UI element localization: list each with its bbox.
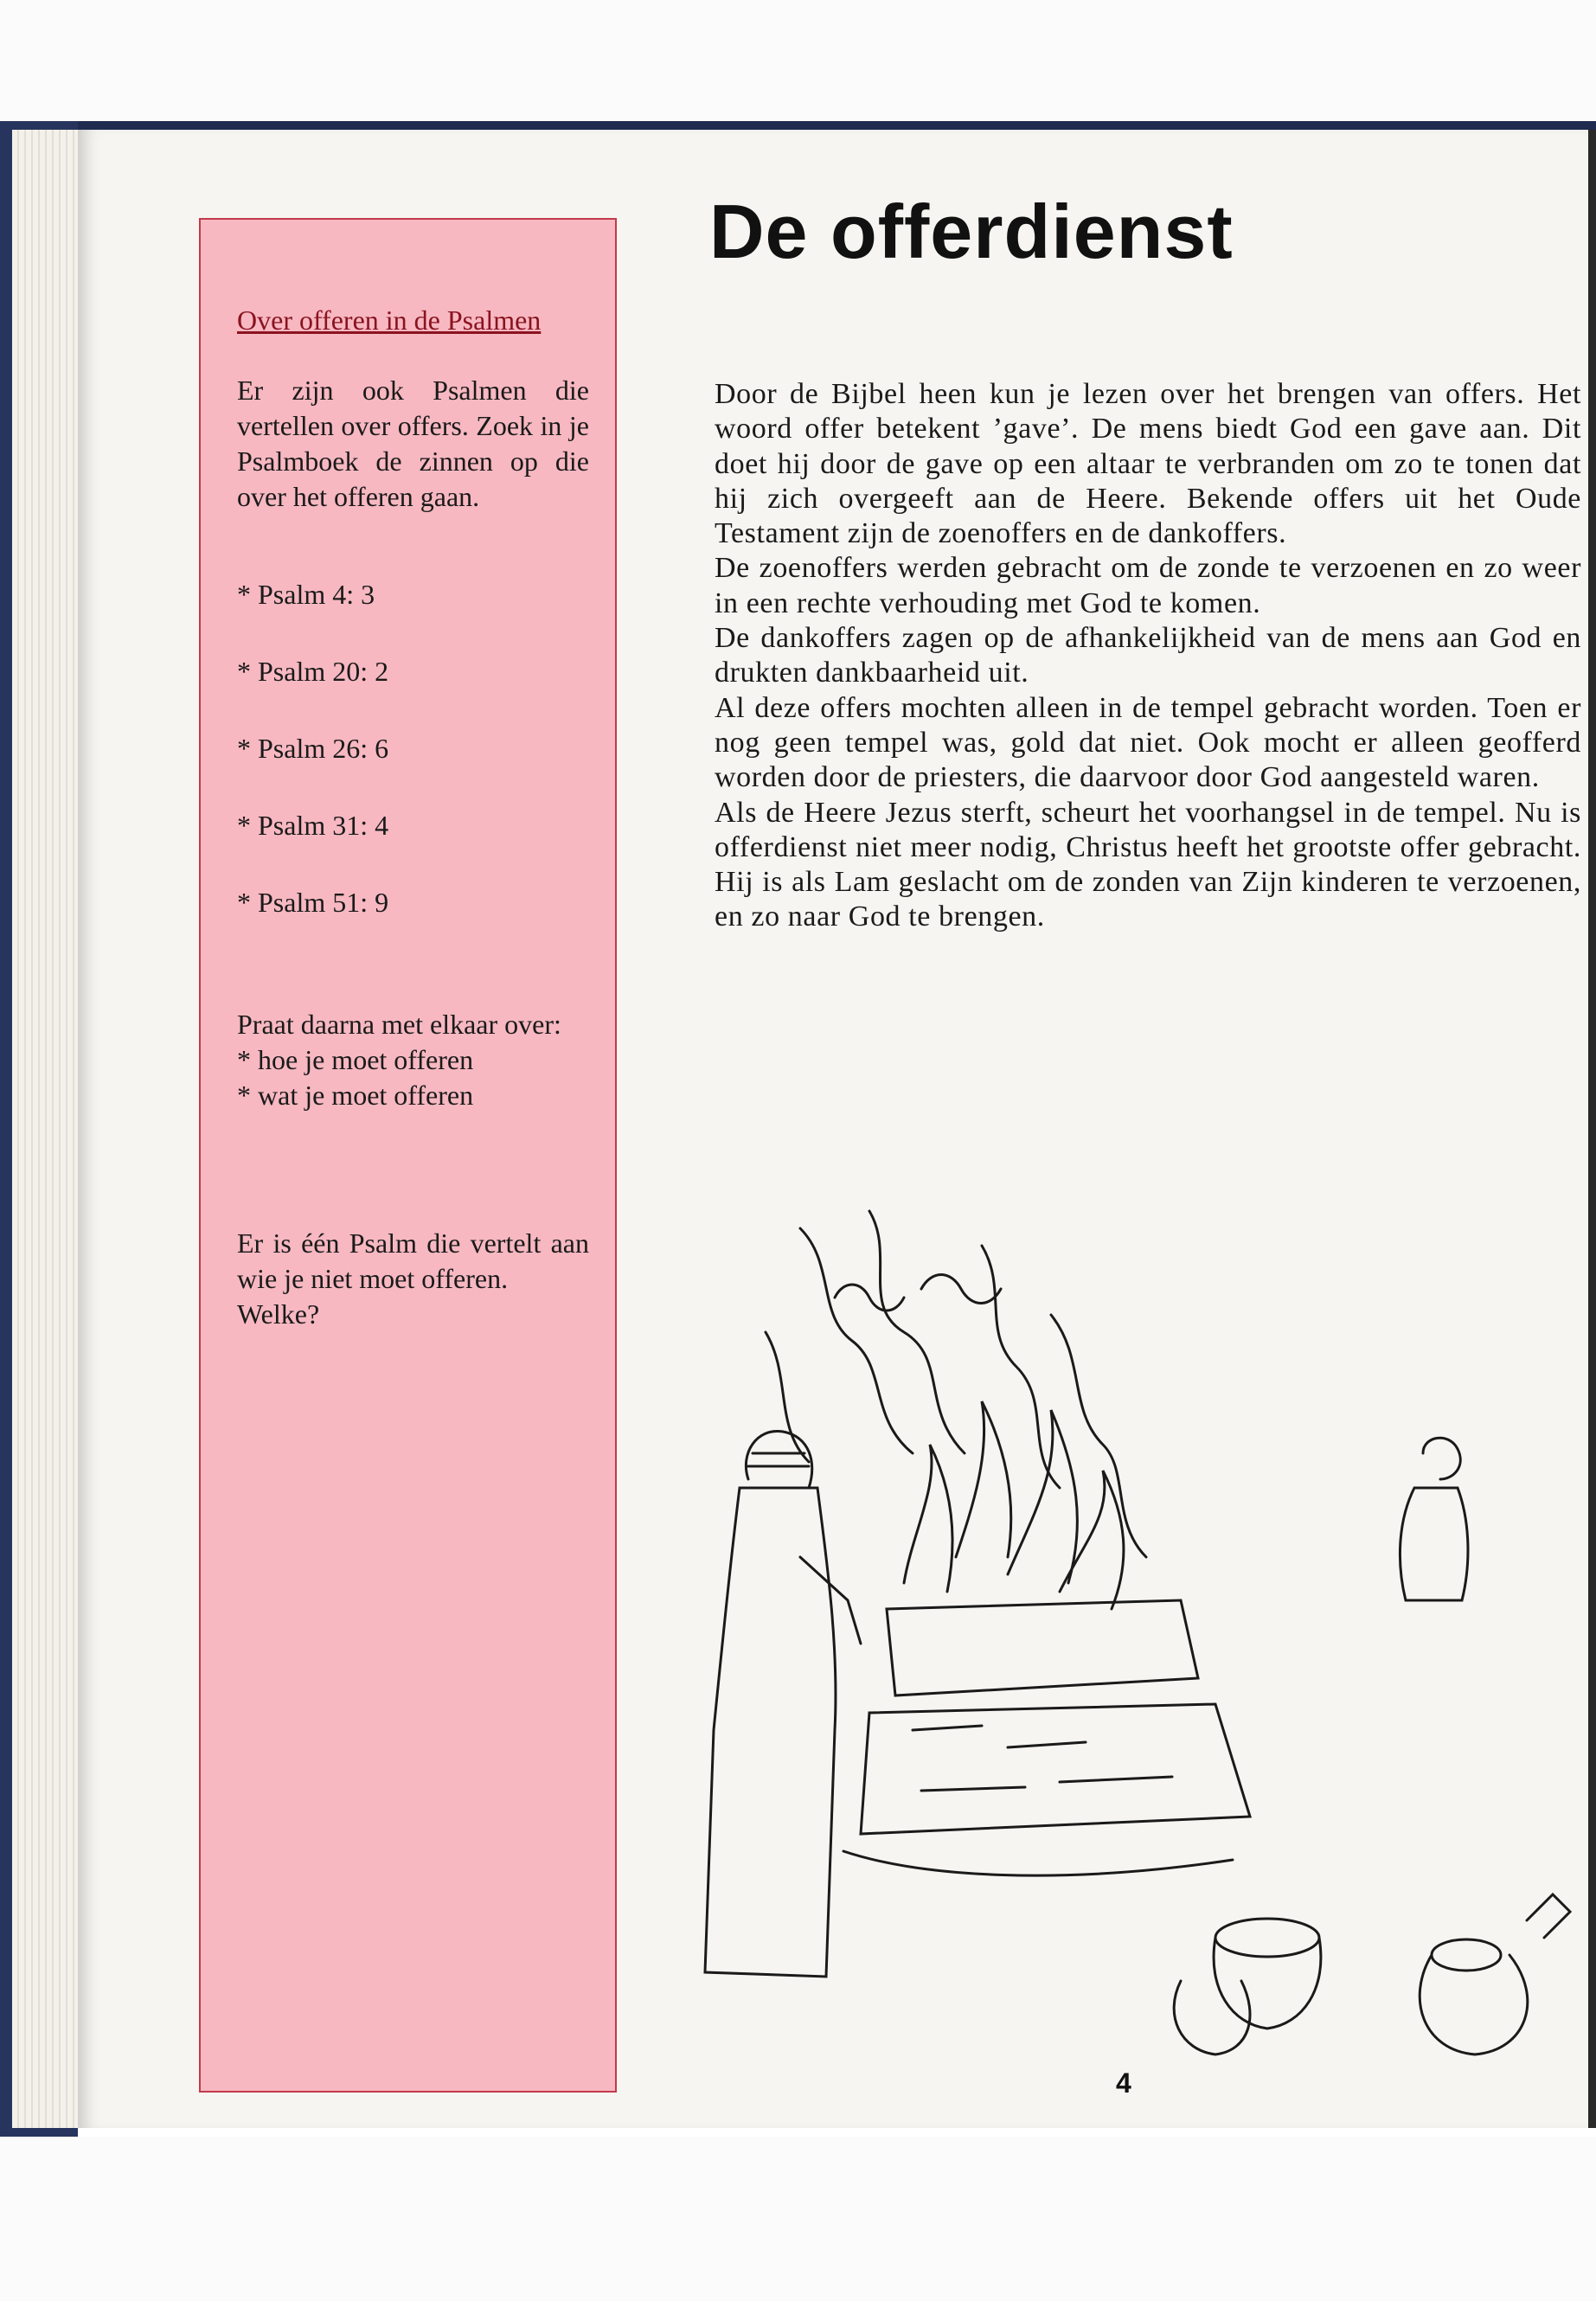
priest-figure [705,1431,861,1977]
psalm-item: * Psalm 51: 9 [237,887,389,918]
article-paragraph: Door de Bijbel heen kun je lezen over het brengen van offers. Het woord offer betekent ’gave’. De mens biedt God een gave aan. Dit doet hij door de gave op een altaar te verbranden om zo te tonen dat hij zich overgeeft aan de Heere. Bekende offers uit het Oude Testament zijn de zoenoffers en de dankoffers. [715,378,1581,550]
psalm-item: * Psalm 31: 4 [237,810,389,841]
sidebar-intro: Er zijn ook Psalmen die vertellen over offers. Zoek in je Psalmboek de zinnen op die over het offeren gaan. [237,375,589,512]
offering-illustration [696,1194,1592,2076]
discussion-block [237,1007,589,1113]
article-paragraph: De dankoffers zagen op de afhankelijkheid van de mens aan God en drukten dankbaarheid uit. [715,622,1581,689]
scan-background-top [0,0,1596,125]
question-end: Welke? [237,1298,320,1330]
sidebar-heading: Over offeren in de Psalmen [237,304,542,336]
psalm-item: * Psalm 26: 6 [237,733,389,764]
discussion-intro: Praat daarna met elkaar over: [237,1009,561,1040]
second-figure [1400,1438,1468,1600]
discussion-item: * hoe je moet offeren [237,1044,474,1075]
article-paragraph: Als de Heere Jezus sterft, scheurt het voorhangsel in de tempel. Nu is offerdienst niet meer nodig, Christus heeft het grootste offer gebracht. Hij is als Lam geslacht om de zonden van Zijn kinderen te verzoenen, en zo naar God te brengen. [715,796,1581,933]
article-paragraph: De zoenoffers werden gebracht om de zonde te verzoenen en zo weer in een rechte verhouding met God te komen. [715,552,1581,619]
bleed-through-text [1194,195,1592,279]
fire-flames [904,1401,1124,1609]
smoke-plume [766,1211,1146,1557]
psalm-sidebar [199,218,617,2093]
clay-pots [1174,1894,1570,2054]
altar-stones [843,1600,1250,1875]
page-title: De offerdienst [709,189,1234,274]
psalm-item: * Psalm 4: 3 [237,579,375,610]
psalm-list [237,577,589,920]
page-stack-edges [12,130,81,2128]
page-number: 4 [1116,2067,1131,2099]
discussion-item: * wat je moet offeren [237,1080,474,1111]
book-cover-top-edge [0,121,1596,130]
scan-background-bottom [0,2137,1596,2301]
question-block [237,1226,589,1332]
article-paragraph: Al deze offers mochten alleen in de tempel gebracht worden. Toen er nog geen tempel was, gold dat niet. Ook mocht er alleen geofferd worden door de priesters, die daarvoor door God aangesteld waren. [715,691,1581,794]
psalm-item: * Psalm 20: 2 [237,656,389,687]
article-body [715,377,1581,935]
question-text: Er is één Psalm die vertelt aan wie je niet moet offeren. [237,1227,589,1294]
